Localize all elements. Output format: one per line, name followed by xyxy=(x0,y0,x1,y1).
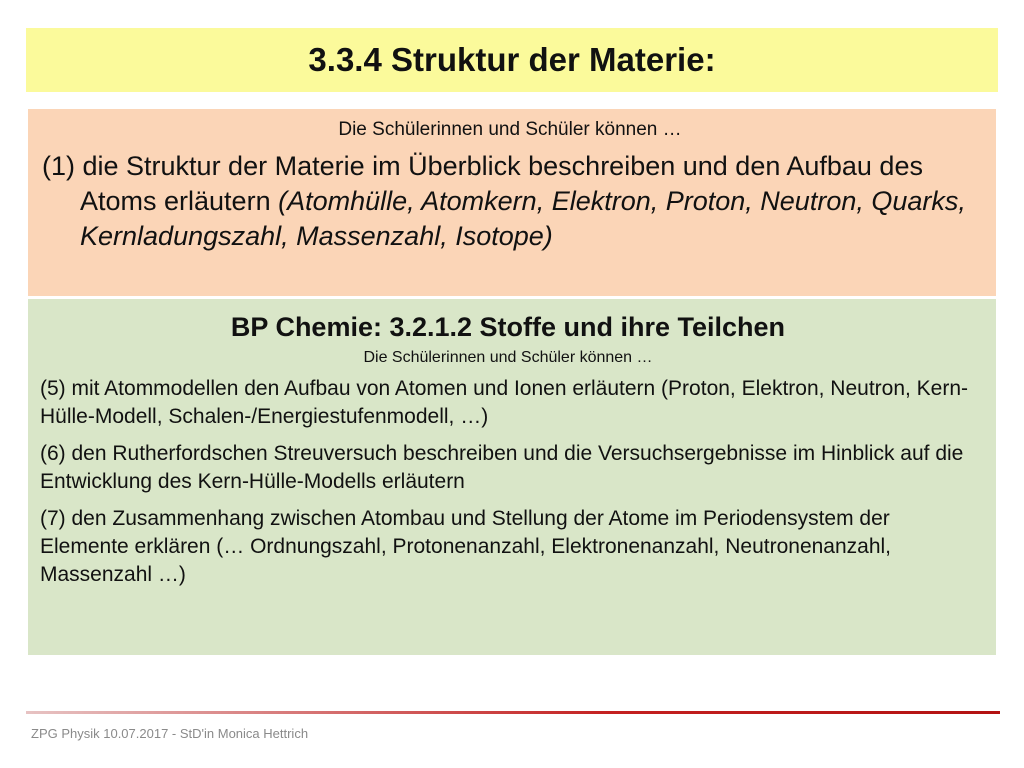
chemistry-item-7: (7) den Zusammenhang zwischen Atombau und Stellung der Atome im Periodensystem der Elemente erklären (… Ordnungszahl, Protonenanzahl, Elektronenanzahl, Neutronenanzahl, Massenzahl …) xyxy=(40,507,892,586)
chemistry-intro: Die Schülerinnen und Schüler können … xyxy=(363,349,653,366)
physics-item-1-keywords: (Atomhülle, Atomkern, Elektron, Proton, Neutron, Quarks, Kernladungszahl, Massenzahl, Isotope) xyxy=(80,186,966,251)
physics-item-1 xyxy=(42,149,978,254)
physics-intro: Die Schülerinnen und Schüler können … xyxy=(338,119,682,140)
chemistry-competence-box xyxy=(28,299,996,655)
physics-item-1-text: (1) die Struktur der Materie im Überblick beschreiben und den Aufbau des Atoms erläutern xyxy=(42,151,923,216)
chemistry-item-5: (5) mit Atommodellen den Aufbau von Atomen und Ionen erläutern (Proton, Elektron, Neutron, Kern-Hülle-Modell, Schalen-/Energiestufenmodell, …) xyxy=(40,377,969,428)
title-banner xyxy=(26,28,998,92)
chemistry-item-6: (6) den Rutherfordschen Streuversuch beschreiben und die Versuchsergebnisse im Hinblick auf die Entwicklung des Kern-Hülle-Modells erläutern xyxy=(40,442,964,493)
physics-competence-box xyxy=(28,109,996,296)
slide-title: 3.3.4 Struktur der Materie: xyxy=(308,41,716,78)
footer-divider xyxy=(26,711,1000,714)
chemistry-heading: BP Chemie: 3.2.1.2 Stoffe und ihre Teilchen xyxy=(230,312,786,342)
footer-text: ZPG Physik 10.07.2017 - StD'in Monica Hettrich xyxy=(31,726,309,741)
